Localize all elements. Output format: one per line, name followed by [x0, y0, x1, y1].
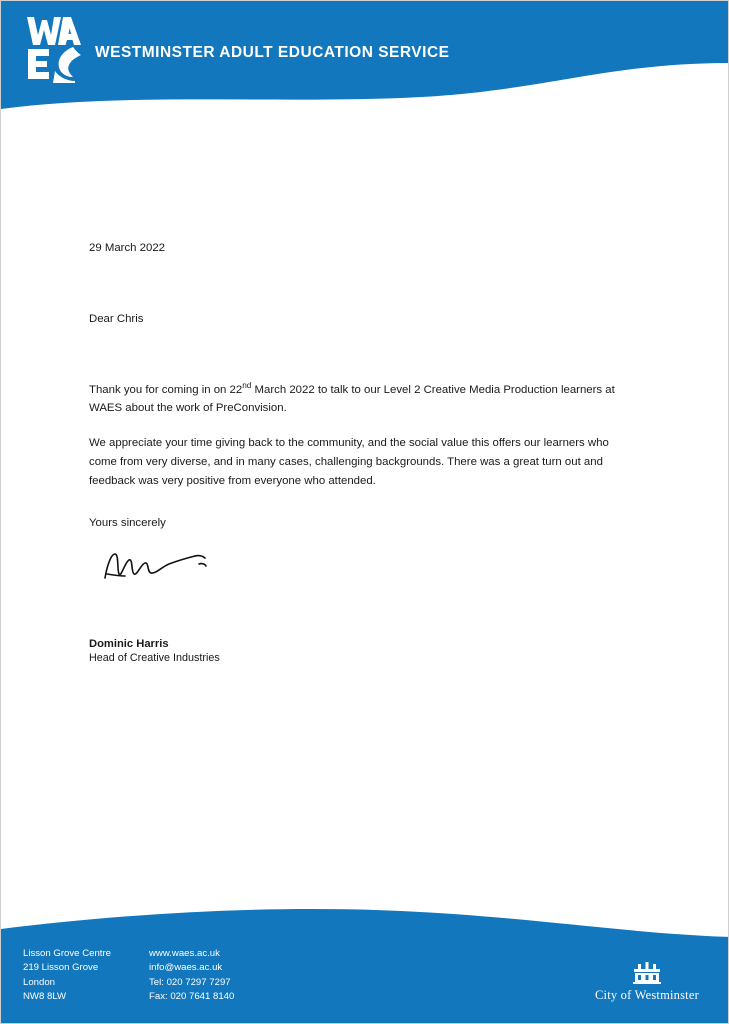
letter-date: 29 March 2022: [89, 242, 165, 254]
letter-body: [89, 239, 637, 533]
letter-closing: Yours sincerely: [89, 517, 166, 530]
westminster-crest-icon: [592, 960, 702, 986]
letter-salutation: Dear Chris: [89, 312, 144, 325]
footer-fax: Fax: 020 7641 8140: [149, 991, 235, 1003]
paragraph-1-text-start: Thank you for coming in on 22: [89, 383, 243, 396]
handwritten-signature-icon: [99, 544, 239, 590]
footer-address-line: NW8 8LW: [23, 991, 66, 1003]
footer-address-line: London: [23, 976, 56, 988]
footer-email-link[interactable]: info@waes.ac.uk: [149, 962, 223, 974]
footer-telephone: Tel: 020 7297 7297: [149, 976, 231, 988]
crest-label: City of Westminster: [595, 988, 699, 1002]
city-of-westminster-logo: [592, 960, 702, 1003]
signatory-role: Head of Creative Industries: [89, 652, 220, 664]
footer-contact: [149, 947, 234, 1005]
ordinal-suffix: nd: [242, 380, 252, 390]
footer-address-line: Lisson Grove Centre: [23, 947, 111, 959]
footer-website-link[interactable]: www.waes.ac.uk: [149, 947, 220, 959]
signatory-name: Dominic Harris: [89, 638, 169, 650]
page-title: WESTMINSTER ADULT EDUCATION SERVICE: [95, 44, 450, 61]
paragraph-1-text-end: March 2022 to talk to our Level 2 Creative Media Production learners at WAES about the work of PreConvision.: [89, 383, 615, 415]
waes-logo-icon: [23, 11, 85, 83]
letter-paragraph-1: [89, 379, 637, 418]
footer-address-line: 219 Lisson Grove: [23, 962, 99, 974]
letter-paragraph-2: We appreciate your time giving back to the community, and the social value this offers our learners who come from very diverse, and in many cases, challenging backgrounds. There was a great turn out and feedback was very positive from everyone who attended.: [89, 437, 609, 487]
footer-address: [23, 947, 111, 1005]
